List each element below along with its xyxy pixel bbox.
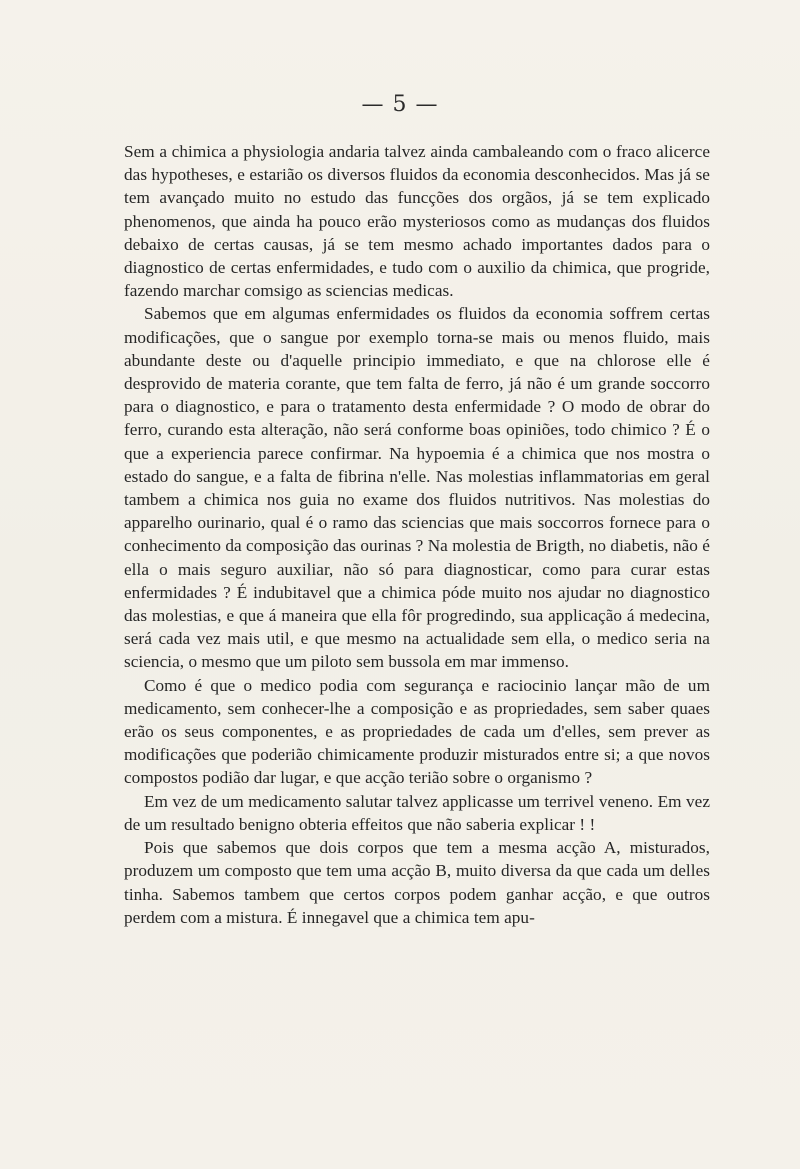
paragraph: Como é que o medico podia com segurança e raciocinio lançar mão de um medicamento, sem conhecer-lhe a composição e as propriedades, sem saber quaes erão os seus componentes, e as propriedades de cada um d'elles, sem prever as modificações que poderião chimicamente produzir misturados entre si; a que novos compostos podião dar lugar, e que acção terião sobre o organismo ? xyxy=(124,675,710,788)
paragraph: Pois que sabemos que dois corpos que tem a mesma acção A, misturados, produzem um composto que tem uma acção B, muito diversa da que cada um delles tinha. Sabemos tambem que certos corpos podem ganhar acção, e que outros perdem com a mistura. É innegavel que a chimica tem apu- xyxy=(124,838,710,927)
paragraph: Sem a chimica a physiologia andaria talvez ainda cambaleando com o fraco alicerce das hypotheses, e estarião os diversos fluidos da economia desconhecidos. Mas já se tem avançado muito no estudo das funcções dos orgãos, já se tem explicado phenomenos, que ainda ha pouco erão mysteriosos como as mudanças dos fluidos debaixo de certas causas, já se tem mesmo achado importantes dados para o diagnostico de certas enfermidades, e tudo com o auxilio da chimica, que progride, fazendo marchar comsigo as sciencias medicas. xyxy=(124,142,710,301)
page-number: — 5 — xyxy=(361,92,439,117)
paragraph: Em vez de um medicamento salutar talvez applicasse um terrivel veneno. Em vez de um resultado benigno obteria effeitos que não saberia explicar ! ! xyxy=(124,791,710,834)
paragraph: Sabemos que em algumas enfermidades os fluidos da economia soffrem certas modificações, que o sangue por exemplo torna-se mais ou menos fluido, mais abundante deste ou d'aquelle principio immediato, e que na chlorose elle é desprovido de materia corante, que tem falta de ferro, já não é um grande soccorro para o diagnostico, e para o tratamento desta enfermidade ? O modo de obrar do ferro, curando esta alteração, não será conforme boas opiniões, todo chimico ? É o que a experiencia parece confirmar. Na hypoemia é a chimica que nos mostra o estado do sangue, e a falta de fibrina n'elle. Nas molestias inflammatorias em geral tambem a chimica nos guia no exame dos fluidos nutritivos. Nas molestias do apparelho ourinario, qual é o ramo das sciencias que mais soccorros fornece para o conhecimento da composição das ourinas ? Na molestia de Brigth, no diabetis, não é ella o mais seguro auxiliar, não só para diagnosticar, como para curar estas enfermidades ? É indubitavel que a chimica póde muito nos ajudar no diagnostico das molestias, e que á maneira que ella fôr progredindo, sua applicação á medecina, será cada vez mais util, e que mesmo na actualidade sem ella, o medico seria na sciencia, o mesmo que um piloto sem bussola em mar immenso. xyxy=(124,304,710,672)
body-text xyxy=(124,140,710,929)
